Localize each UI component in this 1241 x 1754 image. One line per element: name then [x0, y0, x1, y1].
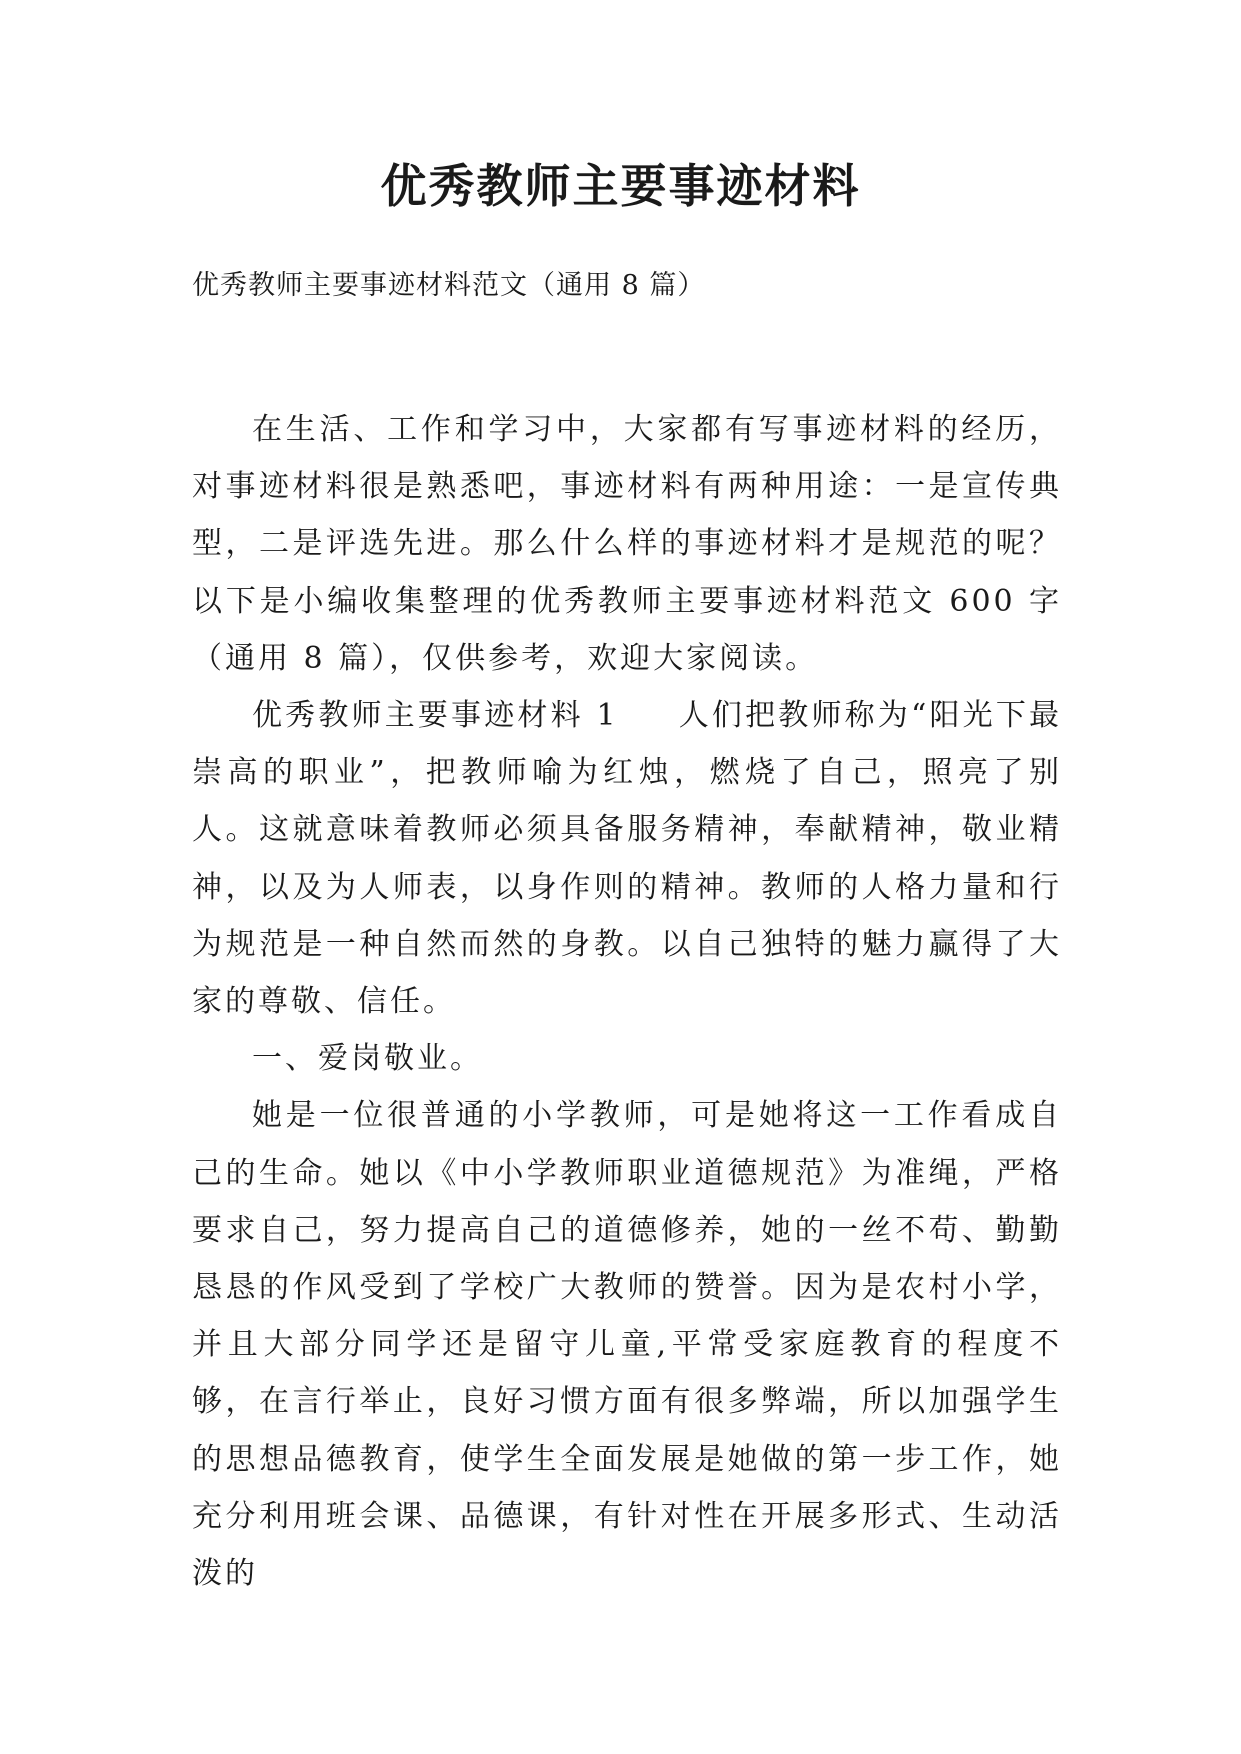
section-paragraph [192, 687, 1062, 1030]
section-text: 人们把教师称为“阳光下最崇高的职业”，把教师喻为红烛，燃烧了自己，照亮了别人。这就意味着教师必须具备服务精神，奉献精神，敬业精神，以及为人师表，以身作则的精神。教师的人格力量和行为规范是一种自然而然的身教。以自己独特的魅力赢得了大家的尊敬、信任。 [192, 698, 1063, 1020]
intro-paragraph: 在生活、工作和学习中，大家都有写事迹材料的经历，对事迹材料很是熟悉吧，事迹材料有两种用途：一是宣传典型，二是评选先进。那么什么样的事迹材料才是规范的呢？以下是小编收集整理的优秀教师主要事迹材料范文 600 字（通用 8 篇），仅供参考，欢迎大家阅读。 [192, 412, 1062, 676]
document-body [192, 401, 1062, 1602]
section-heading: 优秀教师主要事迹材料 1 [252, 698, 619, 734]
document-title: 优秀教师主要事迹材料 [380, 159, 861, 213]
subheading-paragraph: 一、爱岗敬业。 [252, 1041, 483, 1077]
document-subtitle: 优秀教师主要事迹材料范文（通用 8 篇） [192, 270, 706, 301]
body-paragraph: 她是一位很普通的小学教师，可是她将这一工作看成自己的生命。她以《中小学教师职业道德规范》为准绳，严格要求自己，努力提高自己的道德修养，她的一丝不苟、勤勤恳恳的作风受到了学校广大教师的赞誉。因为是农村小学，并且大部分同学还是留守儿童,平常受家庭教育的程度不够，在言行举止，良好习惯方面有很多弊端，所以加强学生的思想品德教育，使学生全面发展是她做的第一步工作，她充分利用班会课、品德课，有针对性在开展多形式、生动活泼的 [192, 1098, 1062, 1592]
